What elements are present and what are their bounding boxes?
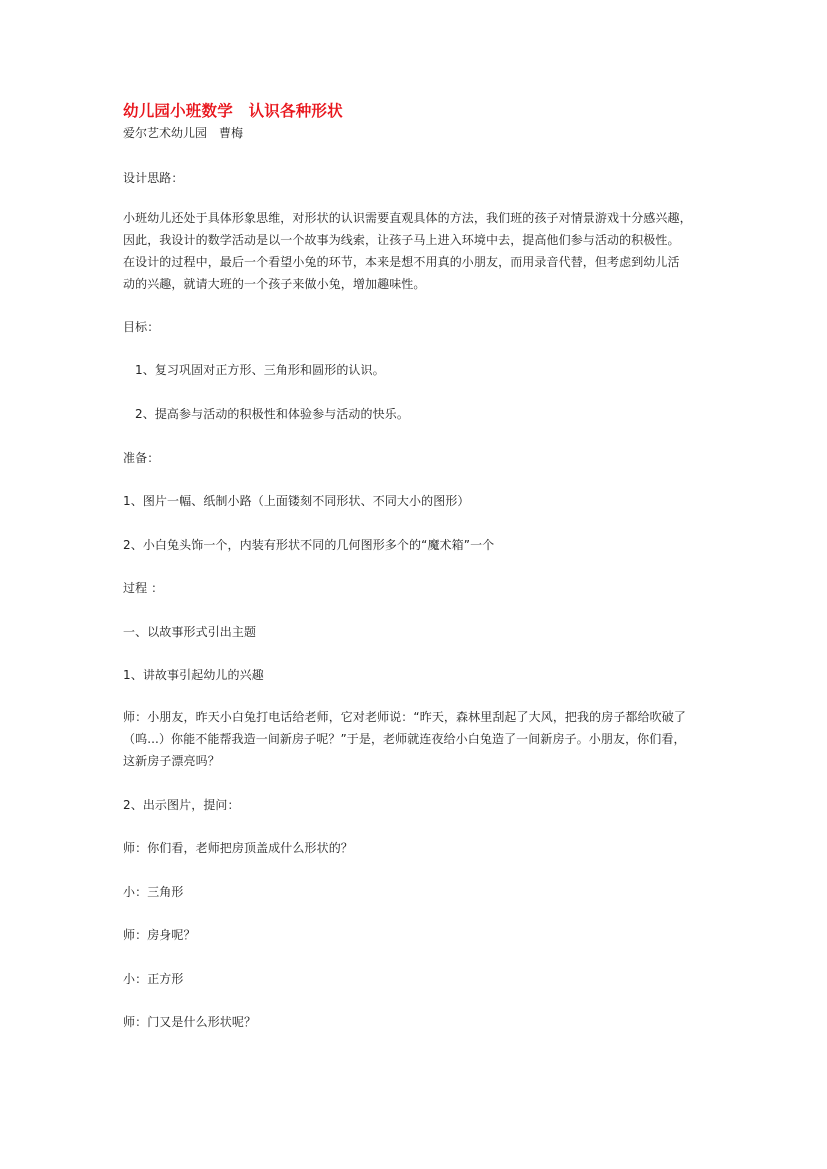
story-paragraph xyxy=(123,706,708,772)
story-line-2: （呜...）你能不能帮我造一间新房子呢？”于是，老师就连夜给小白兔造了一间新房子。小朋友，你们看， xyxy=(123,732,686,746)
document-header xyxy=(123,100,708,142)
prep-item-2: 2、小白兔头饰一个，内装有形状不同的几何图形多个的“魔术箱”一个 xyxy=(123,538,495,552)
dialog-line-4: 小：正方形 xyxy=(123,972,184,986)
step-1-heading: 1、讲故事引起幼儿的兴趣 xyxy=(123,668,264,682)
document-title: 幼儿园小班数学 认识各种形状 xyxy=(123,102,343,120)
dialog-line-3: 师：房身呢？ xyxy=(123,928,196,942)
design-line-2: 因此，我设计的数学活动是以一个故事为线索，让孩子马上进入环境中去，提高他们参与活动的积极性。 xyxy=(123,233,680,247)
prep-heading: 准备： xyxy=(123,451,160,465)
document-author: 爱尔艺术幼儿园 曹梅 xyxy=(123,126,244,140)
goal-item-1: 1、复习巩固对正方形、三角形和圆形的认识。 xyxy=(135,363,385,377)
design-paragraph xyxy=(123,207,708,295)
dialog-line-2: 小：三角形 xyxy=(123,885,184,899)
design-line-4: 动的兴趣，就请大班的一个孩子来做小兔，增加趣味性。 xyxy=(123,277,426,291)
goals-heading: 目标： xyxy=(123,320,160,334)
part-1-heading: 一、以故事形式引出主题 xyxy=(123,625,257,639)
dialog-line-5: 师：门又是什么形状呢？ xyxy=(123,1015,257,1029)
design-line-1: 小班幼儿还处于具体形象思维，对形状的认识需要直观具体的方法，我们班的孩子对情景游戏十分感兴趣， xyxy=(123,211,692,225)
story-line-1: 师：小朋友，昨天小白兔打电话给老师，它对老师说：“昨天，森林里刮起了大风，把我的房子都给吹破了 xyxy=(123,710,686,724)
design-line-3: 在设计的过程中，最后一个看望小兔的环节，本来是想不用真的小朋友，而用录音代替，但考虑到幼儿活 xyxy=(123,255,680,269)
prep-item-1: 1、图片一幅、纸制小路（上面镂刻不同形状、不同大小的图形） xyxy=(123,494,470,508)
process-heading: 过程 ： xyxy=(123,581,164,595)
design-heading: 设计思路： xyxy=(123,171,184,185)
goal-item-2: 2、提高参与活动的积极性和体验参与活动的快乐。 xyxy=(135,407,409,421)
step-2-heading: 2、出示图片，提问： xyxy=(123,798,240,812)
story-line-3: 这新房子漂亮吗？ xyxy=(123,754,220,768)
dialog-line-1: 师：你们看，老师把房顶盖成什么形状的？ xyxy=(123,841,353,855)
